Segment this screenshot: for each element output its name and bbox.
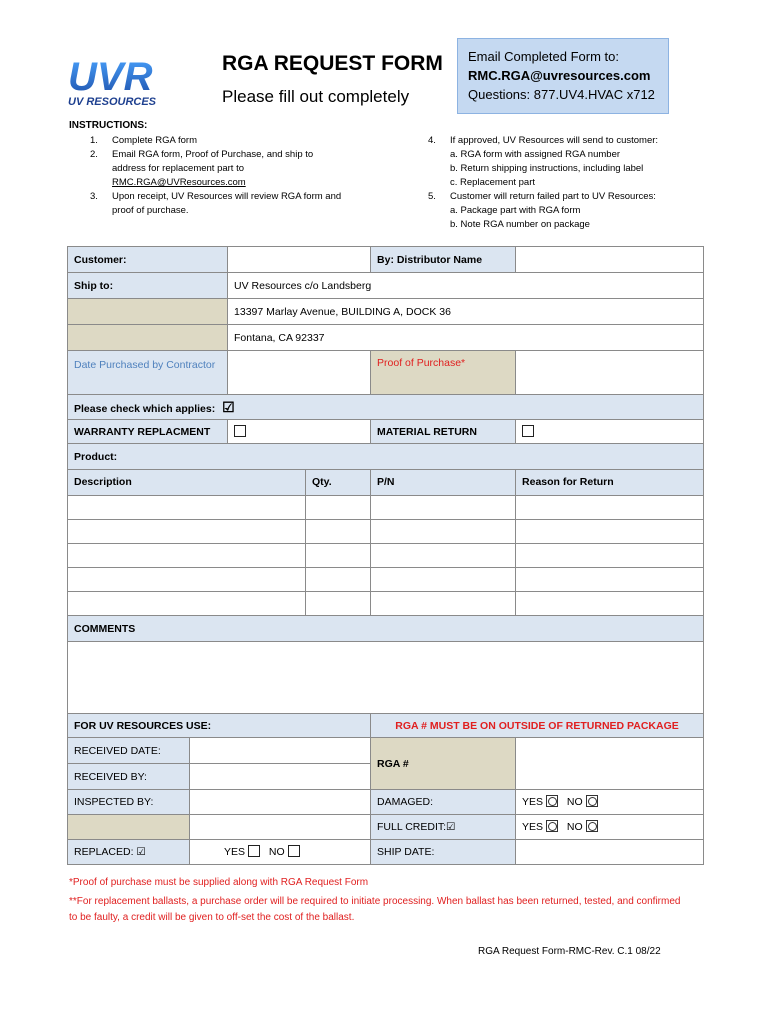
comments-label: COMMENTS bbox=[68, 616, 704, 642]
proof-of-purchase-field[interactable] bbox=[516, 351, 704, 395]
reason-cell[interactable] bbox=[516, 496, 704, 520]
inspected-extra-field[interactable] bbox=[190, 815, 371, 840]
damaged-no-radio[interactable] bbox=[586, 795, 598, 807]
col-reason: Reason for Return bbox=[516, 470, 704, 496]
description-cell[interactable] bbox=[68, 520, 306, 544]
distributor-field[interactable] bbox=[516, 247, 704, 273]
inspected-by-field[interactable] bbox=[190, 790, 371, 815]
received-by-field[interactable] bbox=[190, 764, 371, 790]
instructions-right bbox=[428, 134, 728, 232]
warranty-label: WARRANTY REPLACMENT bbox=[68, 420, 228, 444]
ship-to-line3[interactable]: Fontana, CA 92337 bbox=[228, 325, 704, 351]
ship-to-spacer bbox=[68, 299, 228, 325]
material-return-checkbox-cell[interactable] bbox=[516, 420, 704, 444]
inspected-by-label: INSPECTED BY: bbox=[68, 790, 190, 815]
inspected-spacer bbox=[68, 815, 190, 840]
received-by-label: RECEIVED BY: bbox=[68, 764, 190, 790]
col-qty: Qty. bbox=[306, 470, 371, 496]
full-credit-yes-radio[interactable] bbox=[546, 820, 558, 832]
check-applies-label: Please check which applies: bbox=[74, 402, 216, 415]
reason-cell[interactable] bbox=[516, 592, 704, 616]
instruction-item: 2. Email RGA form, Proof of Purchase, and ship to bbox=[90, 149, 314, 160]
damaged-no-label: NO bbox=[566, 795, 583, 808]
instruction-item: 4. If approved, UV Resources will send to customer: bbox=[428, 135, 659, 146]
qty-cell[interactable] bbox=[306, 520, 371, 544]
material-return-label: MATERIAL RETURN bbox=[371, 420, 516, 444]
description-cell[interactable] bbox=[68, 544, 306, 568]
ship-to-label: Ship to: bbox=[68, 273, 228, 299]
qty-cell[interactable] bbox=[306, 592, 371, 616]
full-credit-label: FULL CREDIT:☑ bbox=[371, 815, 516, 840]
email-label: Email Completed Form to: bbox=[468, 49, 619, 64]
pn-cell[interactable] bbox=[371, 520, 516, 544]
comments-field[interactable] bbox=[68, 642, 704, 714]
pn-cell[interactable] bbox=[371, 592, 516, 616]
description-cell[interactable] bbox=[68, 496, 306, 520]
product-label: Product: bbox=[68, 444, 704, 470]
qty-cell[interactable] bbox=[306, 496, 371, 520]
email-address[interactable]: RMC.RGA@uvresources.com bbox=[468, 68, 651, 83]
email-info-box bbox=[457, 38, 669, 114]
check-applies-row bbox=[68, 395, 704, 420]
reason-cell[interactable] bbox=[516, 544, 704, 568]
ship-to-line1[interactable]: UV Resources c/o Landsberg bbox=[228, 273, 704, 299]
replaced-no-label: NO bbox=[268, 845, 285, 858]
logo-mark: UVR bbox=[68, 56, 153, 99]
warranty-checkbox-cell[interactable] bbox=[228, 420, 371, 444]
replaced-options bbox=[190, 840, 371, 865]
replaced-no-checkbox[interactable] bbox=[288, 845, 300, 857]
material-return-checkbox[interactable] bbox=[522, 425, 534, 437]
damaged-yes-label: YES bbox=[522, 795, 544, 808]
received-date-field[interactable] bbox=[190, 738, 371, 764]
description-cell[interactable] bbox=[68, 568, 306, 592]
rga-number-label: RGA # bbox=[371, 738, 516, 790]
instruction-item: address for replacement part to bbox=[112, 163, 245, 174]
pn-cell[interactable] bbox=[371, 544, 516, 568]
full-credit-no-label: NO bbox=[566, 820, 583, 833]
ship-date-field[interactable] bbox=[516, 840, 704, 865]
instruction-email-link[interactable]: RMC.RGA@UVResources.com bbox=[112, 177, 246, 188]
qty-cell[interactable] bbox=[306, 568, 371, 592]
customer-label: Customer: bbox=[68, 247, 228, 273]
damaged-options bbox=[516, 790, 704, 815]
instruction-subitem: b. Note RGA number on package bbox=[450, 219, 590, 230]
warranty-checkbox[interactable] bbox=[234, 425, 246, 437]
ship-date-label: SHIP DATE: bbox=[371, 840, 516, 865]
qty-cell[interactable] bbox=[306, 544, 371, 568]
replaced-label: REPLACED: ☑ bbox=[68, 840, 190, 865]
col-description: Description bbox=[68, 470, 306, 496]
product-row bbox=[68, 544, 704, 568]
form-title: RGA REQUEST FORM bbox=[222, 52, 443, 75]
product-row bbox=[68, 592, 704, 616]
damaged-label: DAMAGED: bbox=[371, 790, 516, 815]
ballast-note: **For replacement ballasts, a purchase order will be required to initiate processing. When ballast has been returned, tested, and confirmed to be faulty, a credit will be given to off-set the cost of the ballast. bbox=[69, 896, 681, 923]
col-pn: P/N bbox=[371, 470, 516, 496]
rga-package-note: RGA # MUST BE ON OUTSIDE OF RETURNED PACKAGE bbox=[371, 714, 704, 738]
replaced-yes-label: YES bbox=[224, 845, 246, 858]
uv-use-label: FOR UV RESOURCES USE: bbox=[68, 714, 371, 738]
instructions-heading: INSTRUCTIONS: bbox=[69, 120, 148, 131]
form-subtitle: Please fill out completely bbox=[222, 87, 410, 106]
damaged-yes-radio[interactable] bbox=[546, 795, 558, 807]
received-date-label: RECEIVED DATE: bbox=[68, 738, 190, 764]
product-row bbox=[68, 568, 704, 592]
date-purchased-field[interactable] bbox=[228, 351, 371, 395]
proof-note: *Proof of purchase must be supplied along with RGA Request Form bbox=[69, 877, 369, 888]
checked-box-icon[interactable]: ☑ bbox=[222, 398, 235, 415]
instruction-subitem: a. RGA form with assigned RGA number bbox=[450, 149, 621, 160]
instruction-item: 3. Upon receipt, UV Resources will review RGA form and bbox=[90, 191, 342, 202]
uv-resources-logo bbox=[66, 56, 170, 108]
instruction-item: 1. Complete RGA form bbox=[90, 135, 197, 146]
revision-label: RGA Request Form-RMC-Rev. C.1 08/22 bbox=[478, 946, 661, 957]
reason-cell[interactable] bbox=[516, 568, 704, 592]
ship-to-spacer bbox=[68, 325, 228, 351]
instructions-left bbox=[90, 134, 390, 218]
instruction-subitem: a. Package part with RGA form bbox=[450, 205, 581, 216]
logo-caption: UV RESOURCES bbox=[68, 96, 157, 108]
questions-phone: Questions: 877.UV4.HVAC x712 bbox=[468, 87, 655, 102]
instruction-item: 5. Customer will return failed part to UV Resources: bbox=[428, 191, 656, 202]
pn-cell[interactable] bbox=[371, 568, 516, 592]
proof-of-purchase-label: Proof of Purchase* bbox=[371, 351, 516, 395]
rga-form-table bbox=[67, 246, 704, 865]
instruction-subitem: c. Replacement part bbox=[450, 177, 536, 188]
instruction-item: proof of purchase. bbox=[112, 205, 189, 216]
ship-to-line2[interactable]: 13397 Marlay Avenue, BUILDING A, DOCK 36 bbox=[228, 299, 704, 325]
distributor-label: By: Distributor Name bbox=[371, 247, 516, 273]
rga-number-field[interactable] bbox=[516, 738, 704, 790]
description-cell[interactable] bbox=[68, 592, 306, 616]
full-credit-no-radio[interactable] bbox=[586, 820, 598, 832]
instruction-subitem: b. Return shipping instructions, including label bbox=[450, 163, 644, 174]
full-credit-options bbox=[516, 815, 704, 840]
product-row bbox=[68, 496, 704, 520]
pn-cell[interactable] bbox=[371, 496, 516, 520]
full-credit-yes-label: YES bbox=[522, 820, 544, 833]
product-row bbox=[68, 520, 704, 544]
customer-field[interactable] bbox=[228, 247, 371, 273]
reason-cell[interactable] bbox=[516, 520, 704, 544]
replaced-yes-checkbox[interactable] bbox=[248, 845, 260, 857]
date-purchased-label: Date Purchased by Contractor bbox=[68, 351, 228, 395]
